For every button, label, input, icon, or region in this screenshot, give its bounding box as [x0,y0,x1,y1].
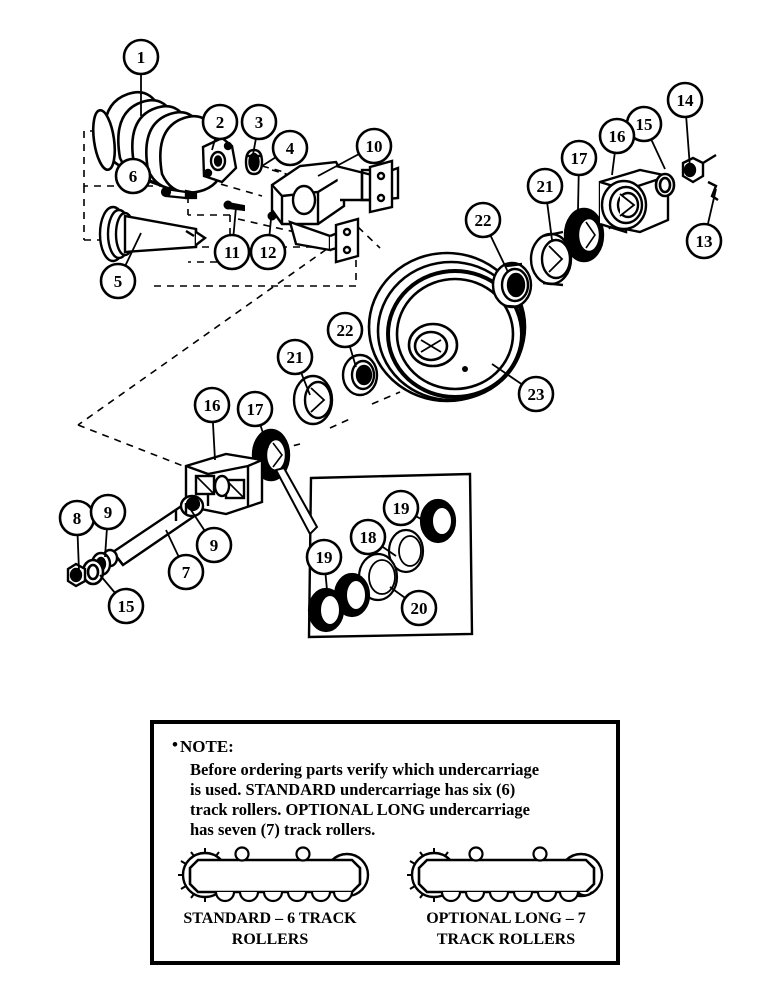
callout-number: 8 [72,509,82,528]
callout-number: 9 [209,536,219,555]
inset-bearing-cup-lower [309,589,343,631]
callout-number: 2 [215,113,225,132]
part-nut [68,564,85,586]
callout-number: 16 [608,127,626,146]
part-bearing-cup-21-lower [294,376,332,424]
callout-leader-line [234,207,237,235]
callout-number: 11 [223,243,241,262]
callout-number: 21 [536,177,554,196]
callout-number: 19 [315,548,333,567]
callout-number: 13 [695,232,713,251]
part-bearing-cone-22-upper [493,263,531,307]
callout-idler-yoke-block-16[interactable] [600,119,634,175]
callout-number: 15 [635,115,653,134]
callout-leader-line [262,157,276,166]
note-line-1: is used. STANDARD undercarriage has six (6) [190,780,516,799]
note-line-3: has seven (7) track rollers. [190,820,376,839]
callout-idler-wheel-23[interactable] [492,364,553,411]
part-bearing-cone-22-lower [343,355,377,395]
note-bullet: • [172,735,178,754]
callout-bearing-cup-assembly-21[interactable] [528,169,562,240]
callout-number: 20 [410,599,428,618]
part-washer-upper [656,174,674,196]
note-heading: NOTE: [180,737,234,756]
callout-number: 5 [113,272,123,291]
note-line-2: track rollers. OPTIONAL LONG undercarriage [190,800,530,819]
callout-number: 19 [392,499,410,518]
callout-number: 4 [285,139,295,158]
part-oil-seal-17-upper [565,209,603,261]
callout-grease-fitting-9[interactable] [191,510,231,562]
callout-leader-line [578,175,579,210]
callout-number: 23 [527,385,545,404]
long-caption-0: OPTIONAL LONG – 7 [426,910,586,927]
callout-number: 9 [103,503,113,522]
callout-number: 6 [128,167,138,186]
callout-number: 12 [259,243,277,262]
note-box [152,722,618,963]
callout-number: 22 [474,211,492,230]
part-grease-fitting-right [187,498,199,510]
part-spring-seat-plate [203,138,236,182]
callout-number: 18 [359,528,377,547]
standard-caption-1: ROLLERS [231,931,309,948]
callout-bearing-cup-assembly-21[interactable] [278,340,312,395]
callout-leader-line [612,153,615,175]
note-line-0: Before ordering parts verify which undercarriage [190,760,540,779]
callout-number: 1 [136,48,146,67]
callout-washer-15[interactable] [100,575,143,623]
part-pin [225,202,245,211]
part-recoil-spring [90,92,223,193]
callout-oil-seal-17[interactable] [562,141,596,210]
callout-number: 22 [336,321,354,340]
long-caption-1: TRACK ROLLERS [436,931,576,948]
callout-pin-11[interactable] [215,207,249,269]
callout-number: 3 [254,113,264,132]
callout-leader-line [100,575,115,593]
callout-idler-yoke-block-16[interactable] [195,388,229,460]
part-retainer-clip [708,182,718,200]
callout-number: 16 [203,396,221,415]
callout-leader-line [651,139,665,169]
callout-lock-nut-14[interactable] [668,83,702,168]
callout-leader-line [213,422,215,460]
part-lock-nut [683,155,716,182]
callout-number: 14 [676,91,694,110]
callout-number: 7 [181,563,191,582]
callout-number: 17 [570,149,588,168]
callout-number: 17 [246,400,264,419]
callout-number: 15 [117,597,135,616]
callout-leader-line [166,530,179,557]
standard-caption-0: STANDARD – 6 TRACK [183,910,357,927]
callout-number: 10 [365,137,383,156]
callout-number: 21 [286,348,304,367]
